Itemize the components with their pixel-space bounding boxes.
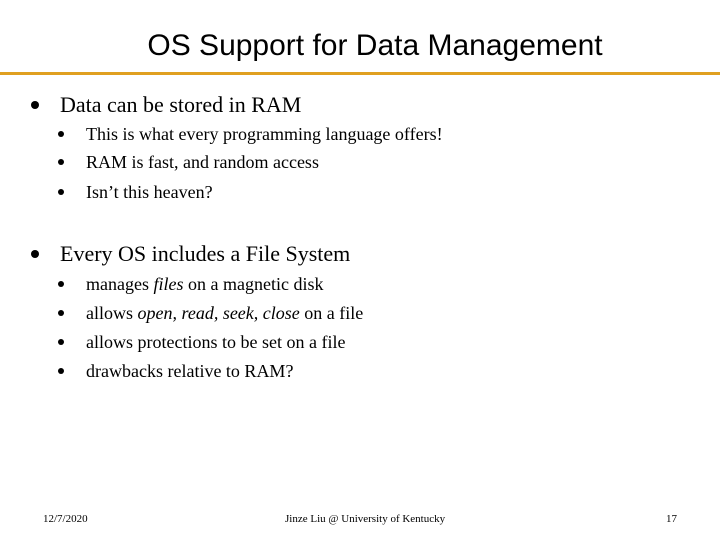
sub-bullet-text: allows protections to be set on a file (86, 332, 346, 352)
sub-bullet-text: allows open, read, seek, close on a file (86, 303, 364, 323)
footer-page-number: 17 (666, 513, 677, 525)
sub-bullet-dot-icon (58, 339, 64, 345)
footer-date: 12/7/2020 (43, 513, 88, 525)
emphasis: files (153, 274, 184, 294)
bullet-text: Every OS includes a File System (60, 241, 351, 266)
sub-bullet-text: manages files on a magnetic disk (86, 274, 324, 294)
sub-bullet-text: drawbacks relative to RAM? (86, 361, 294, 381)
slide-title: OS Support for Data Management (147, 29, 603, 62)
sub-bullet-text: This is what every programming language offers! (86, 124, 443, 144)
sub-bullet-text: RAM is fast, and random access (86, 152, 319, 172)
sub-bullet-dot-icon (58, 159, 64, 165)
sub-bullet-dot-icon (58, 131, 64, 137)
bullet-dot-icon (31, 250, 39, 258)
bullet-dot-icon (31, 101, 39, 109)
sub-bullet-dot-icon (58, 189, 64, 195)
title-underline (0, 72, 720, 75)
sub-bullet-dot-icon (58, 281, 64, 287)
footer-author: Jinze Liu @ University of Kentucky (285, 513, 446, 525)
bullet-text: Data can be stored in RAM (60, 92, 302, 117)
sub-bullet-text: Isn’t this heaven? (86, 182, 213, 202)
sub-bullet-dot-icon (58, 368, 64, 374)
sub-bullet-dot-icon (58, 310, 64, 316)
emphasis: open, read, seek, close (137, 303, 300, 323)
